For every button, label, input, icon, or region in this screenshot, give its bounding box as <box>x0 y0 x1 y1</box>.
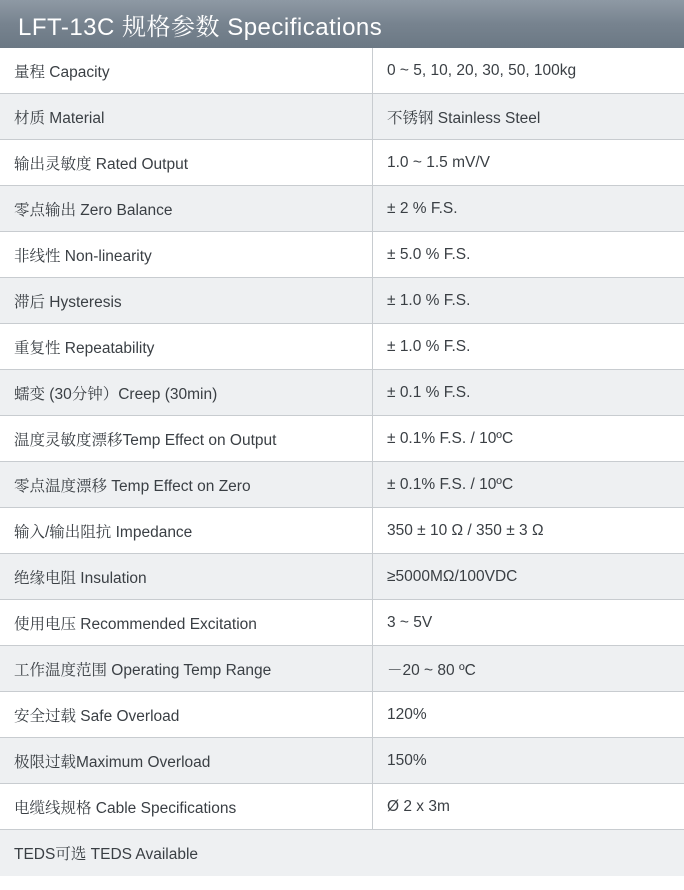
spec-label: 重复性 Repeatability <box>14 339 155 357</box>
spec-value: ± 0.1 % F.S. <box>372 370 684 415</box>
table-row <box>0 416 684 462</box>
spec-value: ± 1.0 % F.S. <box>372 324 684 369</box>
spec-value: 350 ± 10 Ω / 350 ± 3 Ω <box>372 508 684 553</box>
table-row <box>0 692 684 738</box>
spec-value: 120% <box>372 692 684 737</box>
spec-label: 材质 Material <box>14 109 105 127</box>
table-row <box>0 462 684 508</box>
spec-label: 非线性 Non-linearity <box>14 247 152 265</box>
table-row <box>0 324 684 370</box>
spec-label: 蠕变 (30分钟）Creep (30min) <box>14 385 218 403</box>
table-row <box>0 508 684 554</box>
spec-label: 零点输出 Zero Balance <box>14 201 173 219</box>
spec-label: 极限过载Maximum Overload <box>14 753 211 771</box>
spec-label: 输出灵敏度 Rated Output <box>14 155 189 173</box>
table-row <box>0 370 684 416</box>
table-row <box>0 186 684 232</box>
spec-label: TEDS可选 TEDS Available <box>14 846 199 863</box>
spec-value: ≥5000MΩ/100VDC <box>372 554 684 599</box>
sheet-header <box>0 0 684 48</box>
spec-label: 温度灵敏度漂移Temp Effect on Output <box>14 431 277 449</box>
page-title: LFT-13C 规格参数 Specifications <box>18 13 383 41</box>
specifications-table <box>0 48 684 890</box>
table-row <box>0 784 684 830</box>
table-row <box>0 140 684 186</box>
spec-label: 滞后 Hysteresis <box>14 293 122 311</box>
spec-value: ± 1.0 % F.S. <box>372 278 684 323</box>
spec-value: 3 ~ 5V <box>372 600 684 645</box>
spec-value: 1.0 ~ 1.5 mV/V <box>372 140 684 185</box>
table-row <box>0 278 684 324</box>
spec-value: ± 5.0 % F.S. <box>372 232 684 277</box>
spec-label: 绝缘电阻 Insulation <box>14 569 147 587</box>
table-row <box>0 830 684 876</box>
table-row <box>0 48 684 94</box>
spec-label: 使用电压 Recommended Excitation <box>14 615 257 633</box>
spec-label: 输入/输出阻抗 Impedance <box>14 523 193 541</box>
spec-value: －20 ~ 80 ºC <box>372 646 684 691</box>
spec-value: ± 0.1% F.S. / 10ºC <box>372 462 684 507</box>
spec-label: 电缆线规格 Cable Specifications <box>14 799 237 817</box>
spec-value: 0 ~ 5, 10, 20, 30, 50, 100kg <box>372 48 684 93</box>
spec-value: ± 2 % F.S. <box>372 186 684 231</box>
spec-label: 量程 Capacity <box>14 63 110 81</box>
table-row <box>0 232 684 278</box>
spec-label: 零点温度漂移 Temp Effect on Zero <box>14 477 251 495</box>
spec-value: 不锈钢 Stainless Steel <box>372 94 684 139</box>
table-row <box>0 646 684 692</box>
table-row <box>0 600 684 646</box>
spec-value: ± 0.1% F.S. / 10ºC <box>372 416 684 461</box>
table-row <box>0 554 684 600</box>
table-row <box>0 94 684 140</box>
table-row <box>0 738 684 784</box>
spec-value: 150% <box>372 738 684 783</box>
spec-label: 工作温度范围 Operating Temp Range <box>14 661 272 679</box>
spec-label: 安全过载 Safe Overload <box>14 707 180 725</box>
spec-value: Ø 2 x 3m <box>372 784 684 829</box>
